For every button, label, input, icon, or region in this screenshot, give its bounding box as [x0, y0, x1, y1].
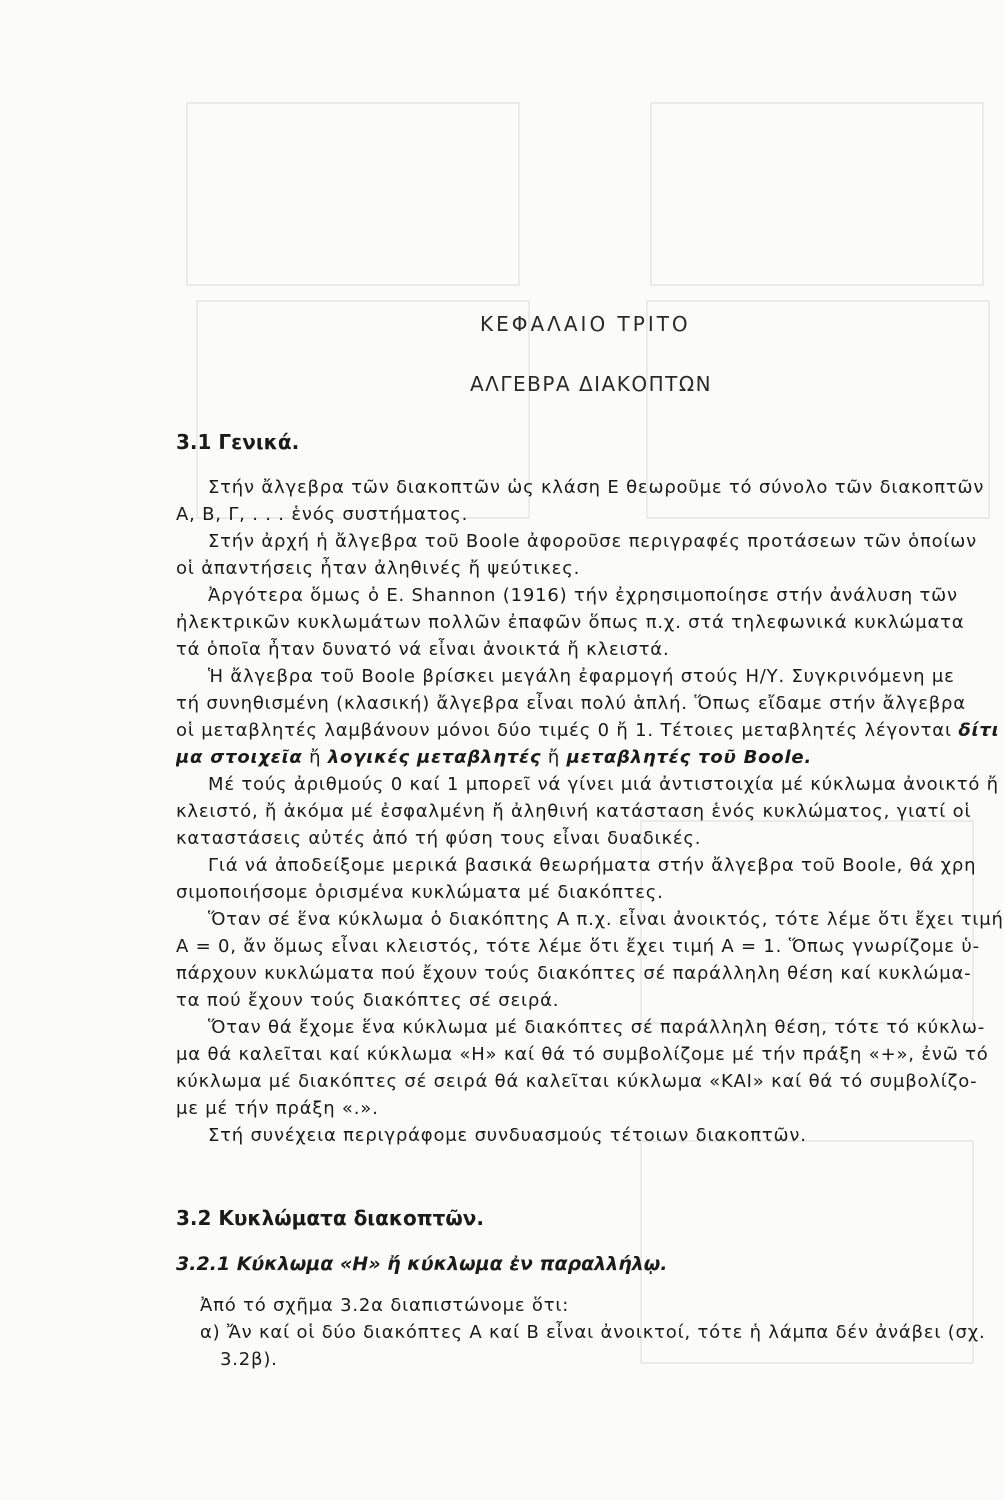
text-line: Ὅταν σέ ἕνα κύκλωμα ὁ διακόπτης Α π.χ. εἶναι ἀνοικτός, τότε λέμε ὅτι ἔχει τιμή	[208, 909, 1004, 930]
text-line: τά ὁποῖα ἦταν δυνατό νά εἶναι ἀνοικτά ἤ κλειστά.	[176, 639, 670, 660]
chapter-label: ΚΕΦΑΛΑΙΟ ΤΡΙΤΟ	[480, 312, 691, 336]
subsection-heading-3-2-1: 3.2.1 Κύκλωμα «Η» ἤ κύκλωμα ἐν παραλλήλῳ.	[176, 1253, 668, 1275]
text-line: Στήν ἄλγεβρα τῶν διακοπτῶν ὡς κλάση Ε θεωροῦμε τό σύνολο τῶν διακοπτῶν	[208, 477, 985, 498]
text-line: καταστάσεις αὐτές ἀπό τή φύση τους εἶναι δυαδικές.	[176, 828, 702, 849]
text-line: Στή συνέχεια περιγράφομε συνδυασμούς τέτοιων διακοπτῶν.	[208, 1125, 807, 1146]
term-emphasis: λογικές μεταβλητές	[327, 747, 542, 768]
text-line: Ἀπό τό σχῆμα 3.2α διαπιστώνομε ὅτι:	[200, 1295, 570, 1316]
bleed-through-frame	[186, 102, 520, 286]
text-line: με μέ τήν πράξη «.».	[176, 1098, 379, 1119]
section-3-2-1-body	[176, 1292, 1004, 1373]
text-line	[176, 744, 1004, 771]
text-line: οἱ ἀπαντήσεις ἦταν ἀληθινές ἤ ψεύτικες.	[176, 558, 581, 579]
term-emphasis: μα στοιχεῖα	[176, 747, 303, 768]
text-line: ἠλεκτρικῶν κυκλωμάτων πολλῶν ἐπαφῶν ὅπως π.χ. στά τηλεφωνικά κυκλώματα	[176, 612, 965, 633]
text-line: κύκλωμα μέ διακόπτες σέ σειρά θά καλεῖται κύκλωμα «ΚΑΙ» καί θά τό συμβολίζο-	[176, 1071, 978, 1092]
text-line: α) Ἄν καί οἱ δύο διακόπτες Α καί Β εἶναι ἀνοικτοί, τότε ἡ λάμπα δέν ἀνάβει (σχ.	[200, 1322, 986, 1343]
text-line: 3.2β).	[220, 1349, 278, 1370]
text-line: κλειστό, ἤ ἀκόμα μέ ἐσφαλμένη ἤ ἀληθινή κατάσταση ἑνός κυκλώματος, γιατί οἱ	[176, 801, 972, 822]
text-line: Ἡ ἄλγεβρα τοῦ Boole βρίσκει μεγάλη ἐφαρμογή στούς Η/Υ. Συγκρινόμενη με	[208, 666, 955, 687]
text-line	[176, 717, 1004, 744]
text-line: πάρχουν κυκλώματα πού ἔχουν τούς διακόπτες σέ παράλληλη θέση καί κυκλώμα-	[176, 963, 972, 984]
text-segment: ἤ	[541, 747, 567, 768]
text-line: τα πού ἔχουν τούς διακόπτες σέ σειρά.	[176, 990, 560, 1011]
text-line: Στήν ἀρχή ἡ ἄλγεβρα τοῦ Boole ἀφοροῦσε περιγραφές προτάσεων τῶν ὁποίων	[208, 531, 978, 552]
text-line: μα θά καλεῖται καί κύκλωμα «Η» καί θά τό συμβολίζομε μέ τήν πράξη «+», ἐνῶ τό	[176, 1044, 989, 1065]
text-line: Μέ τούς ἀριθμούς 0 καί 1 μπορεῖ νά γίνει μιά ἀντιστοιχία μέ κύκλωμα ἀνοικτό ἤ	[208, 774, 999, 795]
chapter-title: ΑΛΓΕΒΡΑ ΔΙΑΚΟΠΤΩΝ	[470, 372, 713, 396]
text-line: Α, Β, Γ, . . . ἑνός συστήματος.	[176, 504, 469, 525]
text-line: σιμοποιήσομε ὁρισμένα κυκλώματα μέ διακόπτες.	[176, 882, 664, 903]
text-line: Γιά νά ἀποδείξομε μερικά βασικά θεωρήματα στήν ἄλγεβρα τοῦ Boole, θά χρη	[208, 855, 977, 876]
section-heading-3-2: 3.2 Κυκλώματα διακοπτῶν.	[176, 1206, 484, 1230]
text-line: Α = 0, ἄν ὅμως εἶναι κλειστός, τότε λέμε ὅτι ἔχει τιμή Α = 1. Ὅπως γνωρίζομε ὑ-	[176, 936, 980, 957]
term-emphasis: μεταβλητές τοῦ Boole.	[566, 747, 813, 768]
text-line: τή συνηθισμένη (κλασική) ἄλγεβρα εἶναι πολύ ἁπλή. Ὅπως εἴδαμε στήν ἄλγεβρα	[176, 693, 966, 714]
term-emphasis: δίτι	[958, 720, 1000, 741]
section-3-1-body	[176, 474, 1004, 1149]
bleed-through-frame	[650, 102, 984, 286]
text-segment: ἤ	[302, 747, 328, 768]
section-heading-3-1: 3.1 Γενικά.	[176, 430, 300, 454]
text-line: Ὅταν θά ἔχομε ἕνα κύκλωμα μέ διακόπτες σέ παράλληλη θέση, τότε τό κύκλω-	[208, 1017, 986, 1038]
text-segment: οἱ μεταβλητές λαμβάνουν μόνοι δύο τιμές 0 ἤ 1. Τέτοιες μεταβλητές λέγονται	[176, 720, 959, 741]
text-line: Ἀργότερα ὅμως ὁ Ε. Shannon (1916) τήν ἐχρησιμοποίησε στήν ἀνάλυση τῶν	[208, 585, 958, 606]
